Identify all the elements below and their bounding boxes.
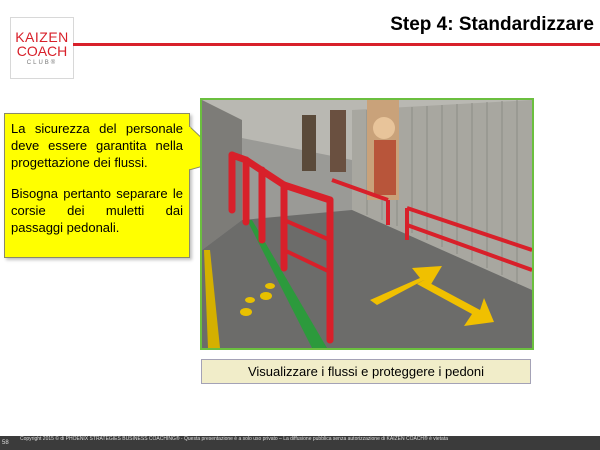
warehouse-scene: [202, 100, 532, 348]
logo-club-text: CLUB®: [26, 60, 58, 66]
callout-paragraph-2: Bisogna pertanto separare le corsie dei muletti dai passaggi pedonali.: [11, 186, 183, 235]
slide-title: Step 4: Standardizzare: [390, 14, 594, 35]
photo-caption: Visualizzare i flussi e proteggere i pedoni: [201, 359, 531, 384]
logo-kaizen-text: KAIZEN: [15, 29, 69, 45]
footer-bar: [0, 436, 600, 450]
kaizen-coach-logo: [10, 17, 74, 79]
warehouse-photo: [200, 98, 534, 350]
copyright-text: Copyright 2015 © di PHOENIX STRATEGIES BUSINESS COACHING® - Questa presentazione è a solo uso privato – La diffusione pubblica senza autorizzazione di KAIZEN COACH® è vietata: [20, 436, 449, 442]
header-divider: [73, 43, 600, 46]
callout-paragraph-1: La sicurezza del personale deve essere garantita nella progettazione dei flussi.: [11, 121, 183, 170]
logo-coach-text: COACH: [16, 43, 68, 59]
page-number: 58: [2, 440, 9, 446]
safety-callout: [4, 113, 190, 258]
